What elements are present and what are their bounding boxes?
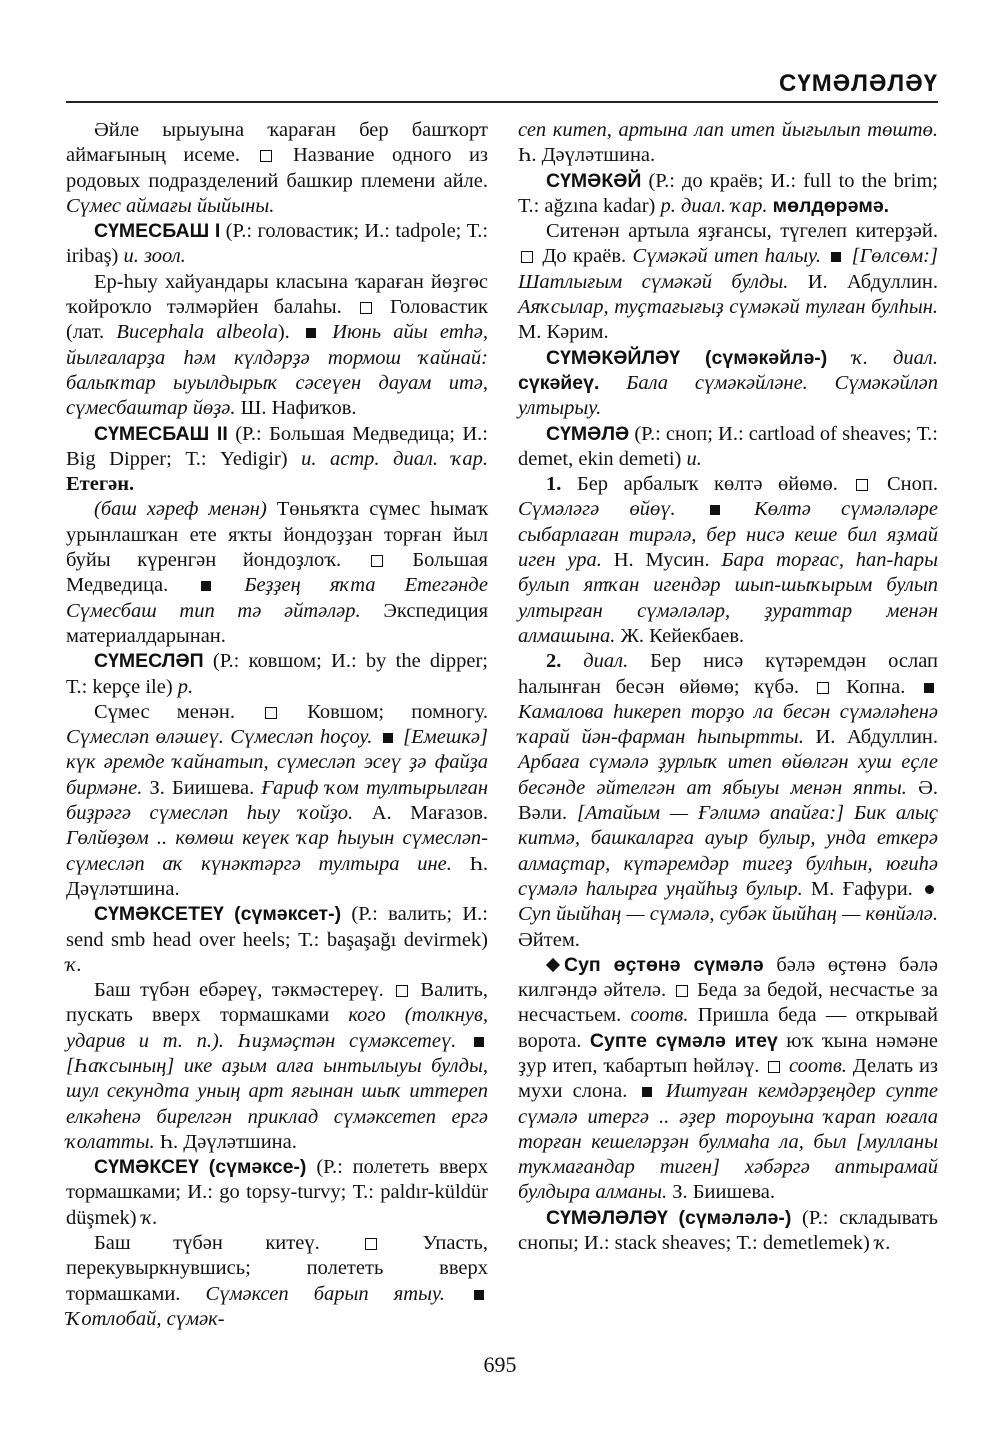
black-square-icon	[642, 1087, 652, 1097]
entry-sumesbash-1-definition: Ер-һыу хайуандары класына ҡараған йөҙгөс ҡойроҡло тәлмәрйен балаһы. Головастик (лат. Bucephala albeola). Июнь айы етһә, йылғаларҙа һәм күлдәрҙә тормош ҡайнай: балыҡтар ыуылдырыҡ сәсеүен дауам итә, сүмесбаштар йөҙә. Ш. Нафиҡов.	[66, 270, 489, 420]
white-square-icon	[676, 985, 688, 997]
entry-sumekseu: СҮМӘКСЕҮ (сүмәксе-) (Р.: полететь вверх тормашками; И.: go topsy-turvy; Т.: paldır-küldür düşmek) ҡ.	[66, 1156, 489, 1229]
entry-sumesbash-2-definition: (баш хәреф менән) Төньяҡта сүмес һымаҡ урынлашҡан ете яҡты йондоҙҙан торған йыл буйы күренгән йондоҙлоҡ. Большая Медведица. Беҙҙең яҡта Етегәнде Сүмесбаш тип тә әйтәләр. Экспедиция материалдарынан.	[66, 498, 489, 647]
headword: СҮМЕСБАШ II	[94, 422, 228, 445]
white-square-icon	[768, 1061, 780, 1073]
left-column	[66, 118, 488, 1332]
headword: СҮМӘЛӘ	[546, 422, 630, 445]
entry-sumekseteu-definition: Баш түбән ебәреү, тәкмәстереү. Валить, пускать вверх тормашками кого (толкнув, ударив и т. п.). Һиҙмәҫтән сүмәксетеү. [Һаҡсының] ике аҙым алға ынтылыуы булды, шул секундта уның арт яғынан шыҡ иттереп елкәһенә бирелгән приклад сүмәксетеп ергә ҡолатты. Һ. Дәүләтшина.	[66, 979, 489, 1153]
headword: СҮМӘКӘЙЛӘҮ	[546, 346, 681, 369]
black-square-icon	[831, 252, 841, 262]
running-head: СҮМӘЛӘЛӘҮ	[779, 70, 938, 97]
entry-sumekey: СҮМӘКӘЙ (Р.: до краёв; И.: full to the brim; Т.: ağzına kadar) р. диал. ҡар. мөлдөрәмә.	[518, 169, 939, 217]
entry-continuation-aile: Әйле ырыуына ҡараған бер башҡорт аймағының исеме. Название одного из родовых подразделений башкир племени айле. Сүмес аймағы йыйыны.	[66, 119, 489, 217]
black-diamond-icon	[546, 958, 560, 972]
headword: СҮМЕСЛӘП	[94, 650, 204, 673]
entry-sumele-sense-2: 2. диал. Бер нисә күтәремдән ослап һалынған бесән өйөмө; күбә. Копна. Камалова һикереп торҙо ла бесән сүмәләһенә ҡарай йән-фарман һыпыртты. И. Абдуллин. Арбаға сүмәлә ҙурлыҡ итеп өйөлгән хуш еҫле бесәнде әйтелгән ат ябыуы менән япты. Ә. Вәли. [Атайым — Ғәлимә апайға:] Бик алыҫ китмә, башкаларға ауыр булыр, унда еткерә алмаҫтар, күтәремдәр тигеҙ булһын, юғиһә сүмәлә һалырға уңайһыҙ булыр. М. Ғафури. Суп йыйһаң — сүмәлә, субәк йыйһаң — көнйәлә. Әйтем.	[518, 650, 939, 951]
white-square-icon	[265, 707, 277, 719]
black-square-icon	[710, 505, 720, 515]
entry-sumesbash-1: СҮМЕСБАШ I (Р.: головастик; И.: tadpole; Т.: iribaş) и. зоол.	[66, 220, 489, 268]
black-circle-icon	[925, 885, 934, 894]
right-column	[518, 118, 938, 1256]
entry-sumele: СҮМӘЛӘ (Р.: сноп; И.: cartload of sheaves; Т.: demet, ekin demeti) и.	[518, 422, 939, 470]
white-square-icon	[521, 251, 533, 263]
headword: СҮМӘКӘЙ	[546, 169, 642, 192]
white-square-icon	[396, 985, 408, 997]
header-rule	[66, 101, 938, 103]
entry-sumeleleu: СҮМӘЛӘЛӘҮ (сүмәләлә-) (Р.: складывать снопы; И.: stack sheaves; Т.: demetlemek) ҡ.	[518, 1206, 938, 1255]
entry-sumeslep: СҮМЕСЛӘП (Р.: ковшом; И.: by the dipper; Т.: kepçe ile) р.	[66, 650, 488, 698]
entry-sumele-idioms: Суп өҫтөнә сүмәлә бәлә өҫтөнә бәлә килгәндә әйтелә. Беда за бедой, несчастье за несчастьем. соотв. Пришла беда — открывай ворота. Супте сүмәлә итеү юҡ ҡына нәмәне ҙур итеп, ҡабартып һөйләү. соотв. Делать из мухи слона. Иштуған кемдәрҙеңдер супте сүмәлә итергә .. әҙер тороуына ҡарап юғала торған кешеләрҙән булмаһа ла, был [мулланы туҡмағандар тиген] хәбәргә аптырамай булдыра алманы. З. Биишева.	[518, 953, 939, 1204]
headword: СҮМӘКСЕТЕҮ	[94, 903, 224, 926]
black-square-icon	[924, 683, 934, 693]
entry-sumesbash-2: СҮМЕСБАШ II (Р.: Большая Медведица; И.: Big Dipper; Т.: Yedigir) и. астр. диал. ҡар. Етегән.	[66, 422, 489, 496]
white-square-icon	[371, 555, 383, 567]
black-square-icon	[383, 733, 393, 743]
entry-sumeslep-definition: Сүмес менән. Ковшом; помногу. Сүмесләп өләшеү. Сүмесләп һоҫоу. [Емешкә] күк әремде ҡайнатып, сүмесләп эсеү ҙә файҙа бирмәне. З. Биишева. Ғариф ҡом тултырылған биҙрәгә сүмесләп һыу ҡойҙо. А. Мағазов. Гөлйөҙөм .. көмөш кеүек ҡар һыуын сүмесләп-сүмесләп аҡ күнәктәргә тултыра ине. Һ. Дәүләтшина.	[66, 700, 489, 900]
entry-sumekeyleu: СҮМӘКӘЙЛӘҮ (сүмәкәйлә-) ҡ. диал. сүкәйеү. Бала сүмәкәйләне. Сүмәкәйләп ултырыу.	[518, 346, 939, 420]
headword: СҮМЕСБАШ I	[94, 220, 221, 243]
entry-sumekseu-definition: Баш түбән китеү. Упасть, перекувыркнувшись; полететь вверх тормашками. Сүмәксеп барып ятыу. Ҡотлобай, сүмәк-	[66, 1232, 488, 1330]
page-number: 695	[483, 1352, 517, 1377]
black-square-icon	[474, 1037, 484, 1047]
headword: СҮМӘКСЕҮ	[94, 1156, 199, 1179]
white-square-icon	[817, 682, 829, 694]
headword: СҮМӘЛӘЛӘҮ	[546, 1206, 668, 1229]
black-square-icon	[306, 328, 316, 338]
black-square-icon	[474, 1290, 484, 1300]
entry-sumele-sense-1: 1. Бер арбалыҡ көлтә өйөмө. Сноп. Сүмәләгә өйөү. Көлтә сүмәләләре сыбарлаған тирәлә, бер нисә кеше бил яҙмай иген ура. Н. Мусин. Бара торғас, һап-һары булып ятҡан игендәр шып-шыҡырым булып ултырған сүмәләләр, ҙураттар менән алмашына. Ж. Кейекбаев.	[518, 473, 939, 647]
white-square-icon	[856, 479, 868, 491]
white-square-icon	[365, 1238, 377, 1250]
black-square-icon	[201, 581, 211, 591]
white-square-icon	[360, 302, 372, 314]
white-square-icon	[260, 150, 272, 162]
entry-sumekseteu: СҮМӘКСЕТЕҮ (сүмәксет-) (Р.: валить; И.: send smb head over heels; Т.: başaşağı devirmek) ҡ.	[66, 903, 489, 976]
entry-continuation-sumekseu: сеп китеп, артына лап итеп йығылып төштө. Һ. Дәүләтшина.	[518, 119, 938, 167]
entry-sumekey-definition: Ситенән артыла яҙғансы, түгелеп китерҙәй. До краёв. Сүмәкәй итеп һалыу. [Гөлсөм:] Шатлығым сүмәкәй булды. И. Абдуллин. Аяҡсылар, туҫтағығыҙ сүмәкәй тулған булһын. М. Кәрим.	[518, 220, 939, 344]
